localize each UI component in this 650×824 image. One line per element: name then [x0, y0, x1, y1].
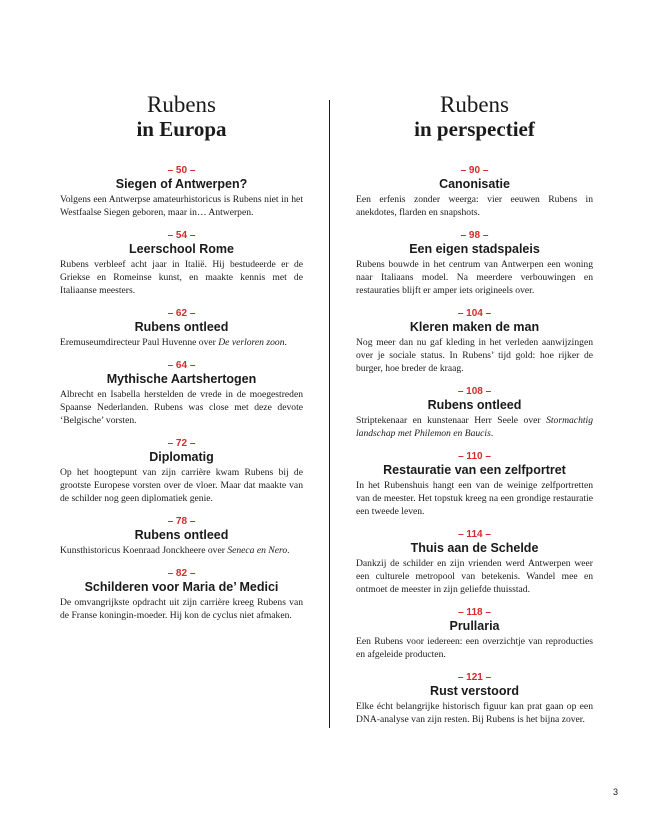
entry-title: Thuis aan de Schelde	[410, 541, 539, 555]
toc-entry	[356, 529, 593, 596]
entry-artwork-title: Seneca en Nero	[227, 545, 288, 556]
entry-title: Schilderen voor Maria de’ Medici	[84, 580, 279, 594]
toc-entry	[60, 360, 303, 427]
entry-description-text: Rubens bouwde in het centrum van Antwerpen een woning naar Italiaans model. Na meerdere verbouwingen en restauraties blijft er amper iets origineels over.	[356, 259, 593, 296]
toc-entry	[60, 308, 303, 349]
page-ref: – 82 –	[167, 568, 196, 579]
entry-description	[60, 193, 303, 219]
entry-description	[356, 479, 593, 518]
toc-entry	[356, 165, 593, 219]
toc-entry	[60, 438, 303, 505]
right-heading-line2: in perspectief	[414, 117, 535, 141]
entry-title: Rubens ontleed	[134, 528, 229, 542]
entry-title: Een eigen stadspaleis	[409, 242, 540, 256]
entry-title: Diplomatig	[149, 450, 214, 464]
entry-title: Leerschool Rome	[129, 242, 234, 256]
entry-description	[356, 414, 593, 440]
entry-description	[356, 700, 593, 726]
entry-description	[60, 466, 303, 505]
toc-entry	[356, 230, 593, 297]
page-ref: – 108 –	[457, 386, 492, 397]
entry-description	[356, 258, 593, 297]
entry-title: Rubens ontleed	[134, 320, 229, 334]
entry-title: Canonisatie	[439, 177, 510, 191]
page-ref: – 78 –	[167, 516, 196, 527]
page-ref: – 72 –	[167, 438, 196, 449]
entry-description-tail: .	[490, 428, 494, 439]
entry-description	[60, 336, 303, 349]
page-ref: – 62 –	[167, 308, 196, 319]
page-ref: – 54 –	[167, 230, 196, 241]
right-heading	[356, 92, 593, 141]
entry-description-text: De omvangrijkste opdracht uit zijn carrière kreeg Rubens van de Franse koningin-moeder. Hij kon de cyclus niet afmaken.	[60, 597, 303, 621]
entry-artwork-title: Stormachtig landschap met Philemon en Baucis	[356, 415, 593, 439]
column-divider	[329, 100, 330, 728]
entry-description-text: Striptekenaar en kunstenaar Herr Seele over	[356, 415, 547, 426]
toc-entry	[60, 230, 303, 297]
entry-description	[356, 336, 593, 375]
entry-description-text: Volgens een Antwerpse amateurhistoricus is Rubens niet in het Westfaalse Siegen geboren, maar in… Antwerpen.	[60, 194, 303, 218]
entry-description-text: Een Rubens voor iedereen: een overzichtje van reproducties en afgeleide producten.	[356, 636, 593, 660]
page-ref: – 114 –	[458, 529, 491, 540]
toc-entry	[60, 568, 303, 622]
entry-description	[356, 193, 593, 219]
page-ref: – 118 –	[458, 607, 491, 618]
toc-entry	[60, 516, 303, 557]
entry-description-text: In het Rubenshuis hangt een van de weinige zelfportretten van de meester. Het topstuk kreeg na een grondige restauratie een tweede leven.	[356, 480, 593, 517]
entry-description-text: Rubens verbleef acht jaar in Italië. Hij bestudeerde er de Griekse en Romeinse kunst, en maakte kennis met de Italiaanse meesters.	[60, 259, 303, 296]
entry-description-text: Kunsthistoricus Koenraad Jonckheere over	[60, 545, 228, 556]
entry-description	[60, 544, 303, 557]
entry-title: Kleren maken de man	[409, 320, 540, 334]
entry-description	[60, 596, 303, 622]
entry-description	[356, 635, 593, 661]
entry-title: Siegen of Antwerpen?	[115, 177, 248, 191]
left-heading-line1: Rubens	[147, 92, 216, 117]
left-heading-line2: in Europa	[136, 117, 227, 141]
entry-title: Restauratie van een zelfportret	[383, 463, 566, 477]
entry-title: Rubens ontleed	[427, 398, 522, 412]
left-column	[60, 0, 303, 633]
page-number: 3	[613, 787, 619, 797]
page-ref: – 104 –	[457, 308, 492, 319]
entry-description-text: Dankzij de schilder en zijn vrienden werd Antwerpen weer een culturele metropool van betekenis. Wandel mee en ontmoet de meester in zijn geliefde thuisstad.	[356, 558, 593, 595]
entry-description	[356, 557, 593, 596]
page-ref: – 121 –	[457, 672, 492, 683]
entry-title: Rust verstoord	[430, 684, 519, 698]
entry-description	[60, 388, 303, 427]
page-ref: – 90 –	[460, 165, 489, 176]
page-ref: – 64 –	[167, 360, 196, 371]
entry-description	[60, 258, 303, 297]
toc-entry	[356, 386, 593, 440]
entry-artwork-title: De verloren zoon	[218, 337, 285, 348]
entry-description-text: Eremuseumdirecteur Paul Huvenne over	[60, 337, 219, 348]
left-entries	[60, 165, 303, 622]
entry-description-text: Albrecht en Isabella herstelden de vrede in de moegestreden Spaanse Nederlanden. Rubens was close met deze devote ‘Belgische’ vorsten.	[60, 389, 303, 426]
entry-description-text: Een erfenis zonder weerga: vier eeuwen Rubens in anekdotes, flarden en snapshots.	[356, 194, 593, 218]
entry-title: Mythische Aartshertogen	[106, 372, 257, 386]
right-entries	[356, 165, 593, 726]
page-ref: – 110 –	[458, 451, 491, 462]
entry-description-tail: .	[287, 545, 290, 556]
right-heading-line1: Rubens	[440, 92, 509, 117]
entry-description-text: Op het hoogtepunt van zijn carrière kwam Rubens bij de grootste Europese vorsten over de vloer. Maar dat maakte van de schilder nog geen diplomatiek genie.	[60, 467, 303, 504]
toc-entry	[356, 672, 593, 726]
left-heading	[60, 92, 303, 141]
entry-description-text: Elke écht belangrijke historisch figuur kan prat gaan op een DNA-analyse van zijn resten. Bij Rubens is het bijna zover.	[356, 701, 593, 725]
right-column	[356, 0, 593, 737]
page-ref: – 98 –	[460, 230, 489, 241]
toc-entry	[60, 165, 303, 219]
toc-entry	[356, 607, 593, 661]
toc-entry	[356, 308, 593, 375]
entry-title: Prullaria	[449, 619, 500, 633]
page-ref: – 50 –	[167, 165, 196, 176]
entry-description-tail: .	[284, 337, 287, 348]
entry-description-text: Nog meer dan nu gaf kleding in het verleden aanwijzingen over je sociale status. In Rubens’ tijd gold: hoe rijker de burger, hoe breder de kraag.	[356, 337, 593, 374]
toc-entry	[356, 451, 593, 518]
